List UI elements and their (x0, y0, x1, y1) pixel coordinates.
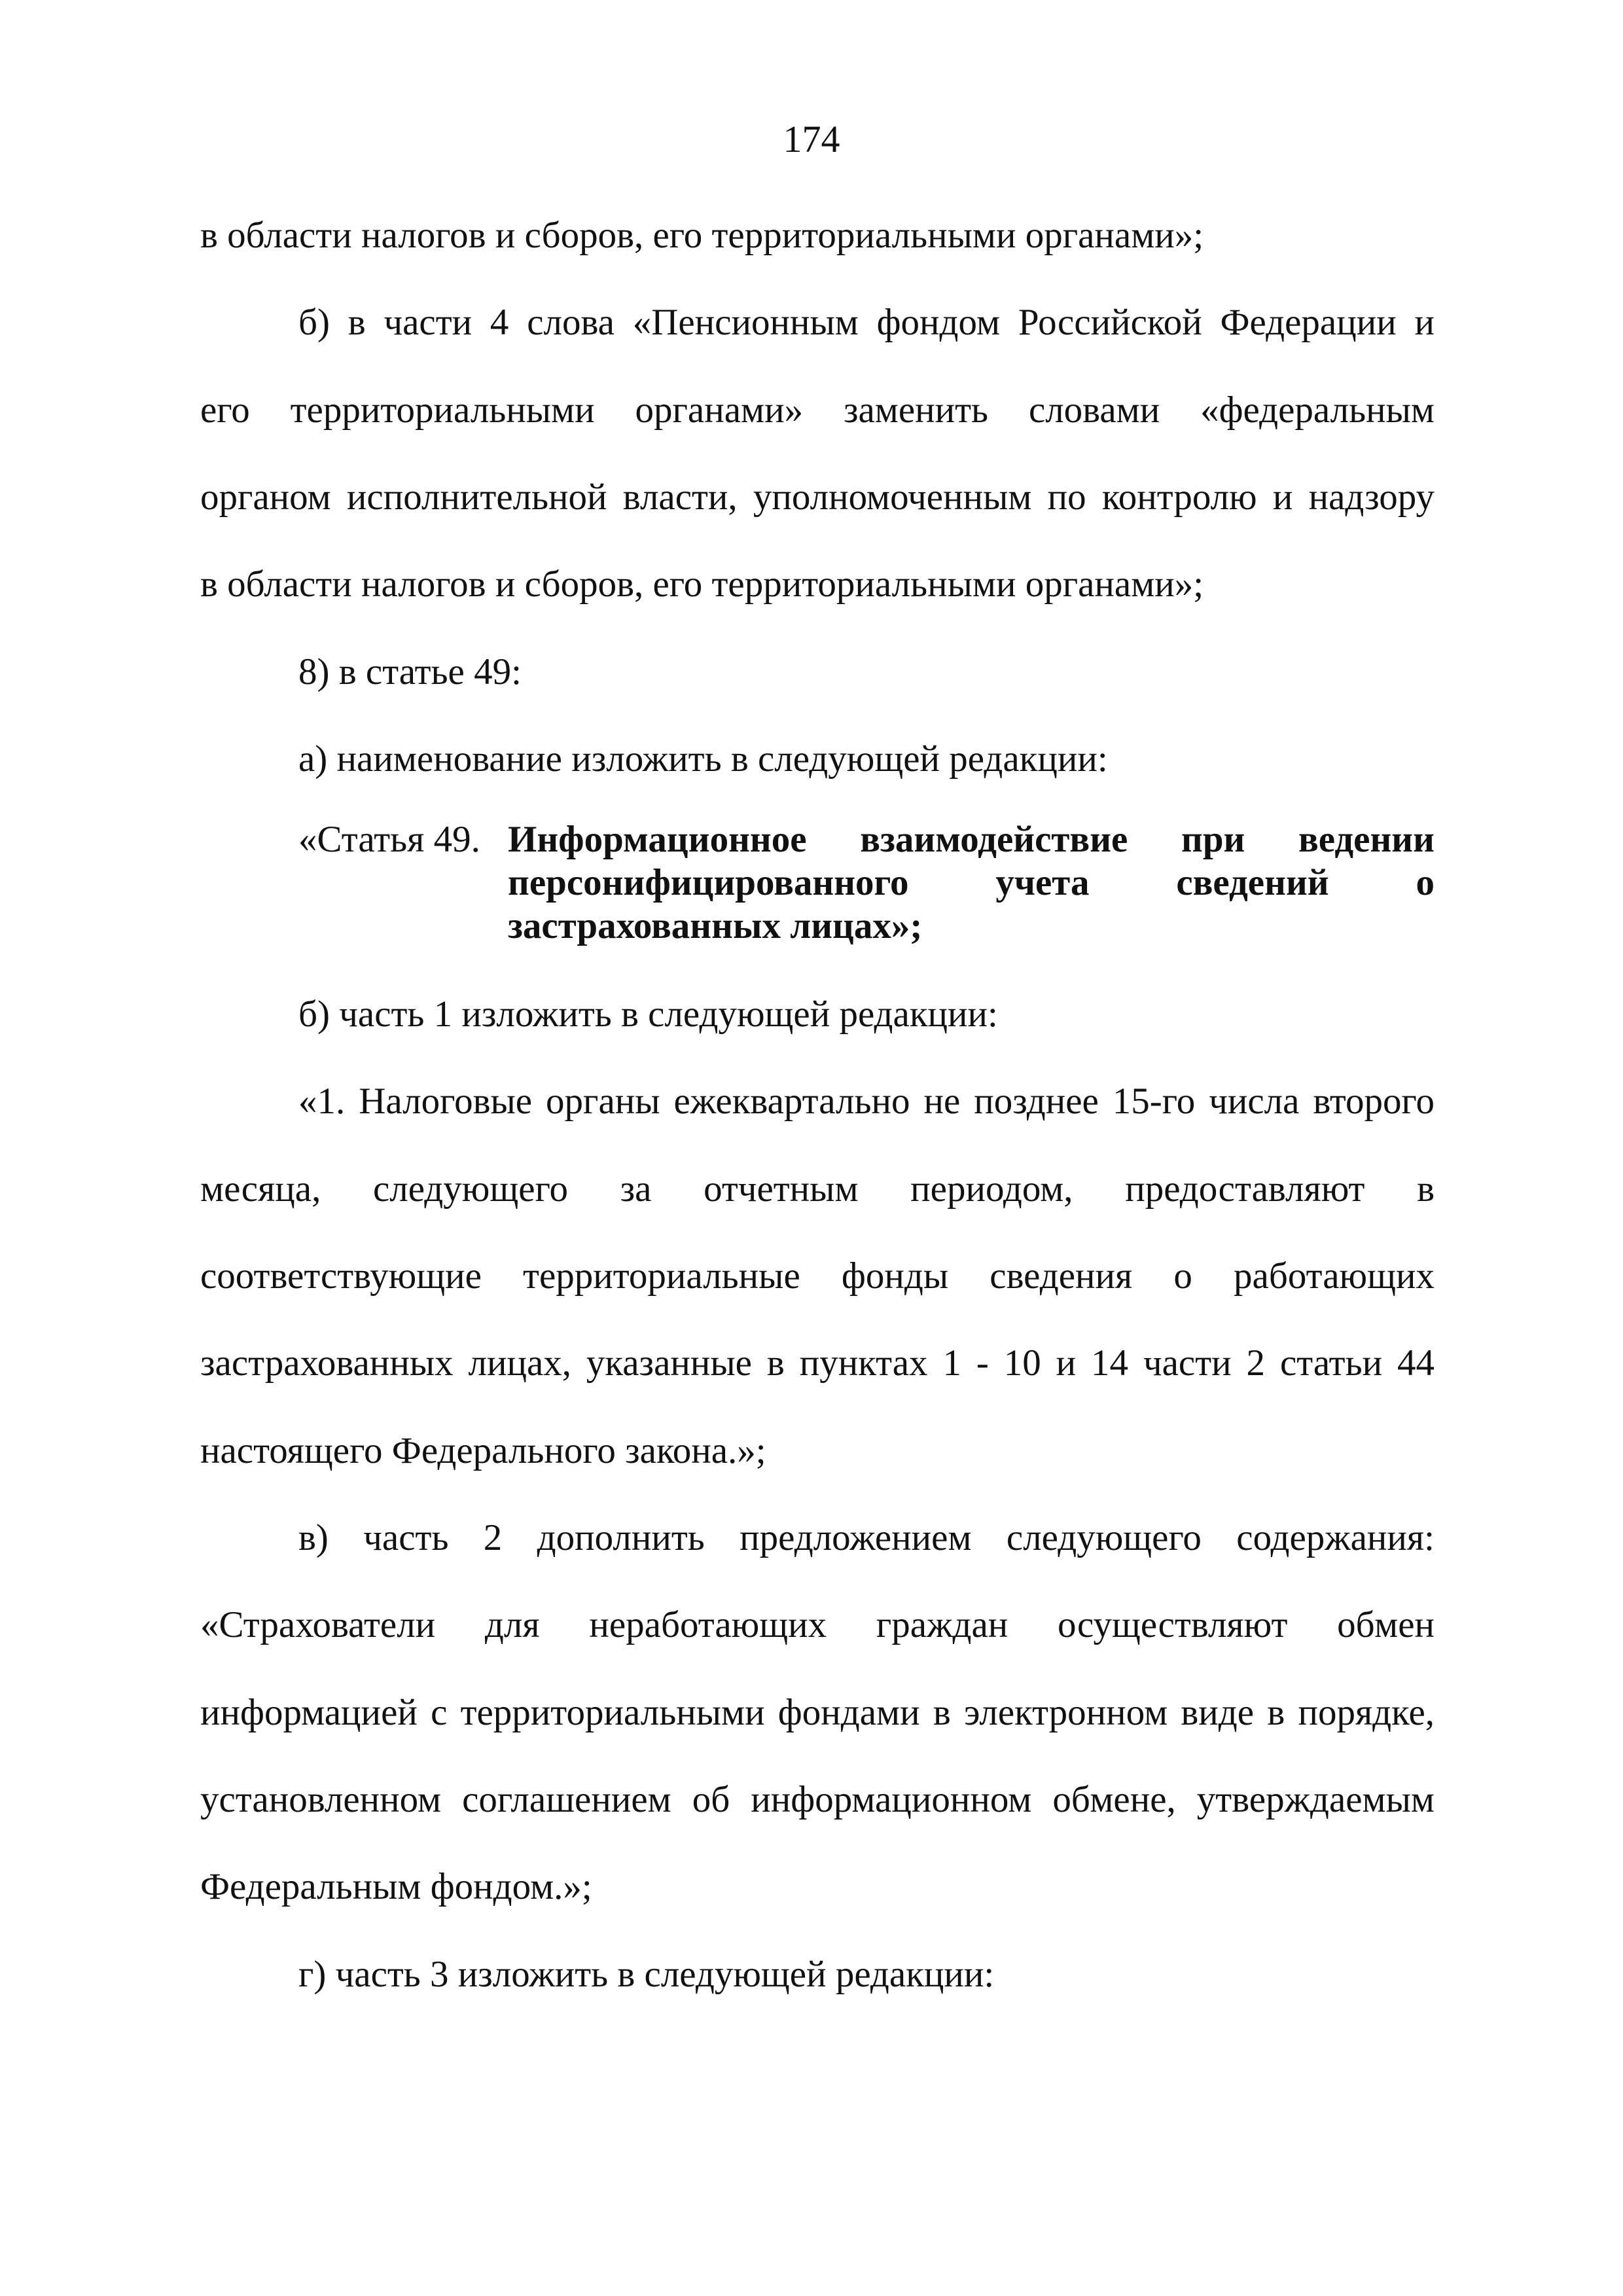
article-title (508, 818, 1435, 948)
article-label: «Статья 49. (298, 819, 480, 860)
text-line: его территориальными органами» заменить словами «федеральным (200, 389, 1435, 431)
text-line: в области налогов и сборов, его территориальными органами»; (200, 564, 1204, 605)
article-title-line: застрахованных лицах»; (508, 905, 923, 946)
text-line: б) в части 4 слова «Пенсионным фондом Российской Федерации и (298, 302, 1435, 343)
text-line: органом исполнительной власти, уполномоченным по контролю и надзору (200, 476, 1435, 518)
text-line: информацией с территориальными фондами в электронном виде в порядке, (200, 1692, 1435, 1733)
text-line: б) часть 1 изложить в следующей редакции: (298, 994, 998, 1035)
article-title-line: Информационное взаимодействие при ведении (508, 819, 1435, 860)
text-line: г) часть 3 изложить в следующей редакции: (298, 1954, 995, 1995)
text-line: установленном соглашением об информационном обмене, утверждаемым (200, 1779, 1435, 1820)
page-number: 174 (783, 118, 840, 160)
text-line: «1. Налоговые органы ежеквартально не позднее 15-го числа второго (298, 1081, 1435, 1122)
text-line: застрахованных лицах, указанные в пунктах 1 - 10 и 14 части 2 статьи 44 (200, 1342, 1435, 1384)
text-line: месяца, следующего за отчетным периодом, предоставляют в (200, 1168, 1435, 1210)
text-line: а) наименование изложить в следующей редакции: (298, 738, 1108, 780)
text-line: 8) в статье 49: (298, 651, 522, 692)
text-line: соответствующие территориальные фонды сведения о работающих (200, 1255, 1435, 1297)
text-line: Федеральным фондом.»; (200, 1866, 592, 1907)
text-line: в) часть 2 дополнить предложением следующего содержания: (298, 1517, 1435, 1558)
article-title-line: персонифицированного учета сведений о (508, 862, 1435, 903)
text-line: «Страхователи для неработающих граждан осуществляют обмен (200, 1604, 1435, 1645)
text-line: настоящего Федерального закона.»; (200, 1430, 766, 1471)
text-line: в области налогов и сборов, его территориальными органами»; (200, 215, 1204, 256)
